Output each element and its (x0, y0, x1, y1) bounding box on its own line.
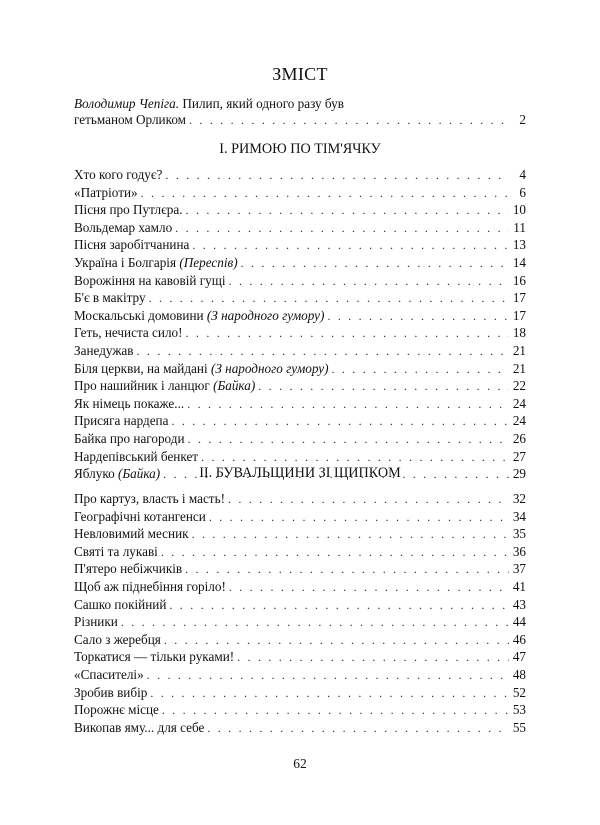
toc-entry-title-text: Ворожіння на кавовій гущі (74, 272, 226, 288)
toc-entry (74, 719, 526, 736)
toc-entry (74, 219, 526, 236)
toc-entry-title (74, 613, 121, 630)
dot-leader (141, 185, 509, 202)
toc-entry-title (74, 525, 192, 542)
toc-entry-title-text: Щоб аж піднебіння горіло! (74, 579, 226, 594)
toc-entry-subtitle: (Переспів) (179, 255, 238, 270)
toc-entry (74, 596, 526, 613)
toc-entry-title-text: Як німець покаже... (74, 395, 185, 411)
toc-entry-page: 55 (512, 719, 526, 735)
toc-entry-title-text: «Спасителі» (74, 667, 144, 682)
toc-entry-subtitle: (Байка) (213, 378, 256, 394)
toc-entry-page: 6 (519, 184, 526, 200)
toc-entry-title (74, 448, 201, 465)
toc-entry (74, 701, 526, 718)
toc-entry (74, 289, 526, 306)
toc-entry-title-text: Зробив вибір (74, 684, 148, 700)
dot-leader (169, 597, 509, 614)
dot-leader (162, 702, 509, 719)
toc-entry-title (74, 324, 186, 341)
toc-entry (74, 395, 526, 412)
toc-entry-title (74, 430, 188, 447)
toc-entry-title (74, 342, 137, 359)
toc-entry-title (74, 395, 187, 412)
dot-leader (237, 649, 509, 666)
toc-entry-title (74, 307, 327, 324)
toc-entry-page: 10 (512, 202, 526, 218)
toc-entry-title-text: «Патріоти» (74, 184, 138, 200)
dot-leader (209, 509, 509, 526)
toc-entry (74, 377, 526, 394)
toc-entry (74, 578, 526, 595)
toc-entry-title (74, 360, 332, 377)
toc-entry-title-text: Байка про нагороди (74, 431, 185, 446)
dot-leader (165, 167, 509, 184)
toc-entry (74, 508, 526, 525)
section-heading-1: І. РИМОЮ ПО ТІМ'ЯЧКУ (219, 141, 381, 157)
dot-leader (150, 685, 509, 702)
intro-entry-line1 (74, 95, 526, 112)
dot-leader (192, 237, 509, 254)
section-heading-2: ІІ. БУВАЛЬЩИНИ ЗІ ЩИПКОМ (199, 465, 401, 481)
dot-leader (189, 112, 509, 129)
toc-entry-title-text: Святі та лукаві (74, 543, 158, 559)
dot-leader (164, 632, 509, 649)
toc-entry-title-text: Невловимий месник (74, 526, 189, 542)
toc-entry (74, 324, 526, 341)
toc-entry-title (74, 166, 165, 183)
toc-entry-title-text: Присяга нардепа (74, 413, 169, 429)
toc-entry-title-text: Геть, нечиста сило! (74, 325, 183, 341)
toc-entry (74, 201, 526, 218)
toc-entry-page: 21 (512, 343, 526, 358)
toc-entry-page: 37 (512, 561, 526, 577)
toc-entry-page: 22 (512, 378, 526, 394)
toc-entry-page: 36 (512, 543, 526, 559)
toc-entry (74, 166, 526, 183)
dot-leader (186, 325, 509, 342)
page-number: 62 (293, 756, 307, 771)
toc-entry-title (74, 377, 258, 394)
dot-leader (137, 343, 509, 360)
toc-entry-title-text: Різники (74, 614, 118, 630)
toc-entry-title (74, 508, 209, 525)
toc-entry (74, 272, 526, 289)
dot-leader (258, 378, 509, 395)
toc-entry (74, 648, 526, 665)
toc-entry (74, 490, 526, 507)
toc-entry-title (74, 254, 241, 271)
toc-entry-title-text: Хто кого годує? (74, 167, 163, 182)
toc-entry-title (74, 490, 228, 507)
toc-entry-page: 16 (512, 272, 526, 288)
toc-entry-page: 35 (512, 526, 526, 542)
dot-leader (229, 273, 509, 290)
dot-leader (175, 220, 509, 237)
toc-entry (74, 613, 526, 630)
toc-entry-title-text: Сашко покійний (74, 596, 167, 612)
toc-entry (74, 184, 526, 201)
toc-entry-title (74, 184, 141, 201)
toc-entry-title (74, 701, 162, 718)
toc-entry-title (74, 236, 192, 253)
toc-entry-title-text: Пісня про Путлєра. (74, 202, 183, 218)
toc-title: ЗМІСТ (272, 64, 328, 84)
toc-entry-page: 53 (512, 702, 526, 718)
toc-entry (74, 430, 526, 447)
toc-entry-page: 47 (512, 649, 526, 665)
toc-entry (74, 666, 526, 683)
toc-entry-page: 52 (512, 684, 526, 700)
dot-leader (161, 544, 509, 561)
toc-entry-page: 14 (512, 255, 526, 270)
toc-entry (74, 543, 526, 560)
toc-entry (74, 448, 526, 465)
toc-entry-title-text: Сало з жеребця (74, 631, 161, 647)
toc-entry-title-text: Вольдемар хамло (74, 219, 173, 235)
toc-entry (74, 631, 526, 648)
dot-leader (228, 491, 509, 508)
toc-entry-title-text: Порожнє місце (74, 702, 159, 718)
dot-leader (332, 361, 510, 378)
dot-leader (149, 290, 509, 307)
toc-entry-title-text: Нардепівський бенкет (74, 448, 199, 464)
toc-entry-subtitle: (З народного гумору) (210, 360, 329, 376)
toc-entry (74, 412, 526, 429)
toc-entry (74, 254, 526, 271)
toc-entry-title (74, 272, 229, 289)
dot-leader (121, 614, 509, 631)
dot-leader (192, 526, 509, 543)
toc-entry-title-text: Україна і Болгарія (74, 255, 180, 270)
toc-entry-page: 24 (512, 395, 526, 411)
toc-entry-title (74, 631, 164, 648)
toc-entry-page: 24 (512, 413, 526, 429)
toc-entry-title-text: Біля церкви, на майдані (74, 360, 211, 376)
toc-entry-title-text: Про картуз, власть і масть! (74, 491, 225, 506)
toc-entry-title-text: Занедужав (74, 343, 134, 358)
toc-entry-title-text: Яблуко (74, 466, 118, 482)
intro-title-line2: гетьманом Орликом (74, 112, 187, 127)
toc-entry-title-text: Викопав яму... для себе (74, 719, 205, 735)
toc-entry-title-text: Б'є в макітру (74, 290, 146, 306)
intro-page: 2 (519, 112, 526, 127)
dot-leader (188, 431, 509, 448)
toc-entry (74, 560, 526, 577)
toc-entry-title-text: П'ятеро небіжчиків (74, 561, 183, 577)
toc-entry-page: 27 (512, 448, 526, 464)
dot-leader (187, 396, 509, 413)
toc-entry (74, 236, 526, 253)
toc-entry (74, 342, 526, 359)
toc-entry-title (74, 684, 150, 701)
dot-leader (185, 561, 509, 578)
toc-entry-page: 13 (512, 237, 526, 253)
toc-entry-page: 43 (512, 596, 526, 612)
toc-entry-page: 46 (512, 631, 526, 647)
toc-entry-title-text: Москальські домовини (74, 307, 207, 323)
toc-entry-title (74, 719, 207, 736)
toc-entry-subtitle: (Байка) (117, 466, 161, 482)
toc-entry-title (74, 578, 229, 595)
toc-entry-page: 21 (512, 360, 526, 376)
toc-entry-title (74, 543, 161, 560)
toc-entry-page: 4 (519, 167, 526, 182)
toc-entry-page: 44 (512, 614, 526, 630)
toc-entry-page: 48 (512, 667, 526, 682)
toc-entry (74, 684, 526, 701)
toc-entry-title-text: Про нашийник і ланцюг (74, 378, 214, 394)
toc-entry-title (74, 560, 185, 577)
dot-leader (186, 202, 509, 219)
toc-entry-page: 18 (512, 325, 526, 341)
dot-leader (327, 308, 509, 325)
toc-entry (74, 525, 526, 542)
toc-entry-page: 17 (512, 290, 526, 306)
dot-leader (229, 579, 509, 596)
toc-entry (74, 307, 526, 324)
toc-entry-title (74, 666, 147, 683)
dot-leader (241, 255, 509, 272)
toc-entry-page: 32 (512, 491, 526, 506)
toc-entry-page: 29 (512, 466, 526, 482)
toc-entry-title (74, 219, 175, 236)
toc-entry-title (74, 412, 171, 429)
toc-entry-title (74, 648, 237, 665)
intro-title-line1: Пилип, який одного разу був (179, 96, 344, 111)
toc-entry-title-text: Пісня заробітчанина (74, 237, 190, 253)
toc-entry-page: 26 (512, 431, 526, 446)
toc-entry-page: 17 (512, 307, 526, 323)
toc-entry-title (74, 596, 169, 613)
dot-leader (171, 413, 509, 430)
toc-entry-page: 34 (512, 508, 526, 524)
intro-entry-line2 (74, 111, 526, 128)
toc-entry-subtitle: (З народного гумору) (206, 307, 325, 323)
toc-entry-title-text: Торкатися — тільки руками! (74, 649, 235, 665)
intro-author: Володимир Чепіга. (74, 96, 180, 111)
dot-leader (207, 720, 509, 737)
toc-entry (74, 360, 526, 377)
toc-entry-title (74, 289, 149, 306)
toc-entry-page: 11 (513, 219, 526, 235)
toc-entry-page: 41 (512, 579, 526, 594)
toc-entry-title-text: Географічні котангенси (74, 508, 206, 524)
toc-entry-title (74, 201, 186, 218)
dot-leader (147, 667, 509, 684)
